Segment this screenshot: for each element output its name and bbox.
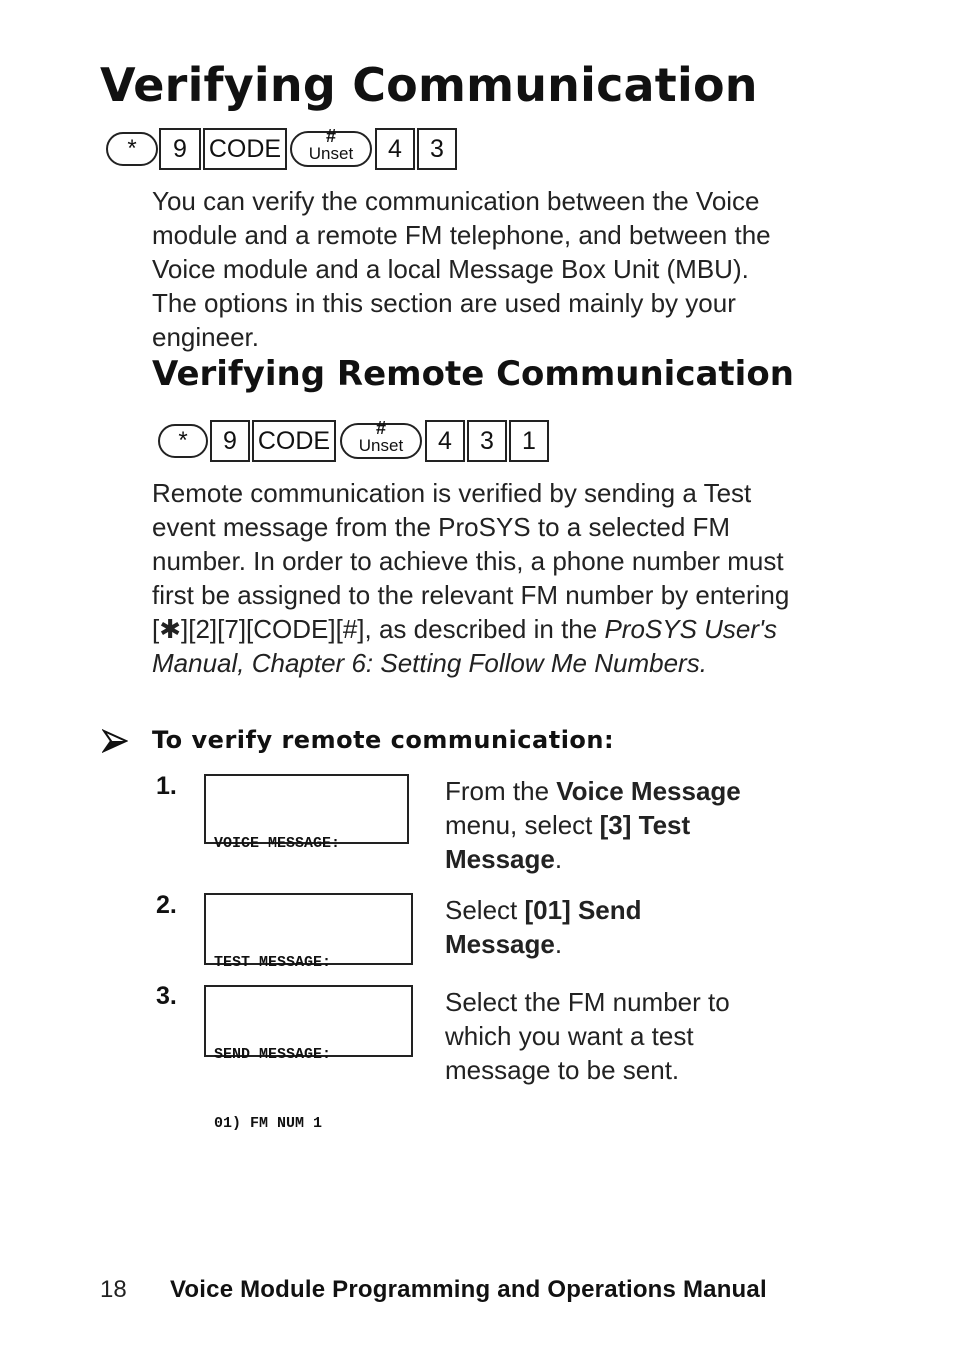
hash-symbol: # bbox=[325, 126, 336, 146]
procedure-arrow-icon bbox=[102, 728, 128, 754]
key-sequence-main bbox=[104, 128, 464, 170]
step-number: 2. bbox=[156, 891, 177, 919]
procedure-heading: To verify remote communication: bbox=[152, 726, 615, 754]
intro-paragraph: You can verify the communication between the Voice module and a remote FM telephone, and between the Voice module and a local Message Box Unit (MBU). The options in this section are used mainly by your engineer. bbox=[152, 186, 771, 352]
key-1: 1 bbox=[509, 420, 549, 462]
page-title: Verifying Communication bbox=[100, 58, 758, 112]
lcd-line: VOICE MESSAGE: bbox=[214, 835, 341, 852]
section-title: Verifying Remote Communication bbox=[152, 354, 794, 394]
page-number: 18 bbox=[100, 1276, 127, 1303]
key-4: 4 bbox=[425, 420, 465, 462]
lcd-display bbox=[204, 893, 413, 971]
hash-unset-key bbox=[340, 418, 422, 459]
star-key: * bbox=[158, 424, 208, 458]
menu-name: Voice Message bbox=[556, 776, 741, 806]
manual-reference: ProSYS User's Manual, Chapter 6: Setting Follow Me Numbers. bbox=[152, 614, 778, 678]
lcd-display bbox=[204, 774, 409, 852]
key-code: CODE bbox=[203, 128, 287, 170]
step-description: Select the FM number to which you want a test message to be sent. bbox=[445, 987, 730, 1085]
key-code: CODE bbox=[252, 420, 336, 462]
manual-title: Voice Module Programming and Operations Manual bbox=[170, 1276, 767, 1303]
star-key: * bbox=[106, 132, 158, 166]
lcd-display bbox=[204, 985, 413, 1132]
hash-symbol: # bbox=[375, 418, 386, 438]
menu-option: [01] Send Message bbox=[445, 895, 642, 959]
key-sequence-remote bbox=[156, 420, 556, 462]
key-9: 9 bbox=[159, 128, 201, 170]
lcd-line: TEST MESSAGE: bbox=[214, 954, 332, 971]
hash-unset-key bbox=[290, 126, 372, 167]
remote-paragraph-text: Remote communication is verified by sending a Test event message from the ProSYS to a selected FM number. In order to achieve this, a phone number must first be assigned to the relevant FM number by entering [✱][2][7][CODE][#], as described in the bbox=[152, 478, 790, 644]
step-number: 1. bbox=[156, 772, 177, 800]
unset-label: Unset bbox=[358, 436, 404, 455]
remote-paragraph bbox=[152, 476, 812, 680]
step-description: Select [01] Send Message. bbox=[445, 895, 642, 959]
lcd-line: 01) FM NUM 1 bbox=[214, 1115, 323, 1132]
lcd-line: SEND MESSAGE: bbox=[214, 1046, 332, 1063]
step-description: From the Voice Message menu, select [3] Test Message. bbox=[445, 776, 741, 874]
key-3: 3 bbox=[467, 420, 507, 462]
menu-option: [3] Test Message bbox=[445, 810, 691, 874]
step-number: 3. bbox=[156, 982, 177, 1010]
unset-label: Unset bbox=[308, 144, 354, 163]
key-9: 9 bbox=[210, 420, 250, 462]
key-4: 4 bbox=[375, 128, 415, 170]
key-3: 3 bbox=[417, 128, 457, 170]
